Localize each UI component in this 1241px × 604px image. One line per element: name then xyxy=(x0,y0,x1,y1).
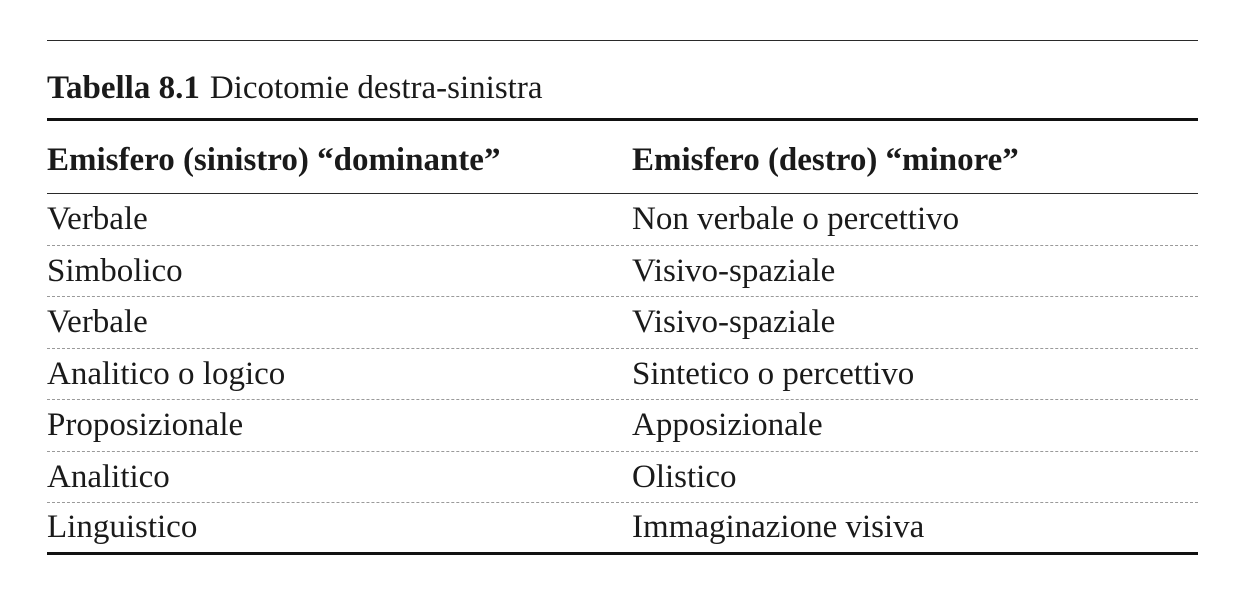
dichotomy-table xyxy=(47,118,1198,555)
left-cell: Verbale xyxy=(47,201,148,238)
table-caption-number: Tabella 8.1 xyxy=(47,70,200,106)
table-row xyxy=(47,246,1198,298)
left-cell: Analitico xyxy=(47,458,170,495)
table-caption-title: Dicotomie destra-sinistra xyxy=(209,70,543,106)
table-row xyxy=(47,400,1198,452)
table-row xyxy=(47,503,1198,555)
table-header-row xyxy=(47,118,1198,194)
left-cell: Proposizionale xyxy=(47,407,244,444)
right-cell: Visivo-spaziale xyxy=(632,304,836,341)
header-right-hemisphere: Emisfero (destro) “minore” xyxy=(632,142,1019,178)
left-cell: Linguistico xyxy=(47,509,198,546)
left-cell: Verbale xyxy=(47,304,148,341)
left-cell: Analitico o logico xyxy=(47,355,286,392)
table-row xyxy=(47,194,1198,246)
right-cell: Visivo-spaziale xyxy=(632,252,836,289)
table-row xyxy=(47,349,1198,401)
top-rule xyxy=(47,40,1198,41)
right-cell: Non verbale o percettivo xyxy=(632,201,960,238)
right-cell: Olistico xyxy=(632,458,737,495)
table-row xyxy=(47,452,1198,504)
right-cell: Sintetico o percettivo xyxy=(632,355,915,392)
header-left-hemisphere: Emisfero (sinistro) “dominante” xyxy=(47,142,501,178)
left-cell: Simbolico xyxy=(47,252,183,289)
right-cell: Apposizionale xyxy=(632,407,823,444)
table-caption xyxy=(47,66,543,110)
right-cell: Immaginazione visiva xyxy=(632,509,925,546)
table-row xyxy=(47,297,1198,349)
